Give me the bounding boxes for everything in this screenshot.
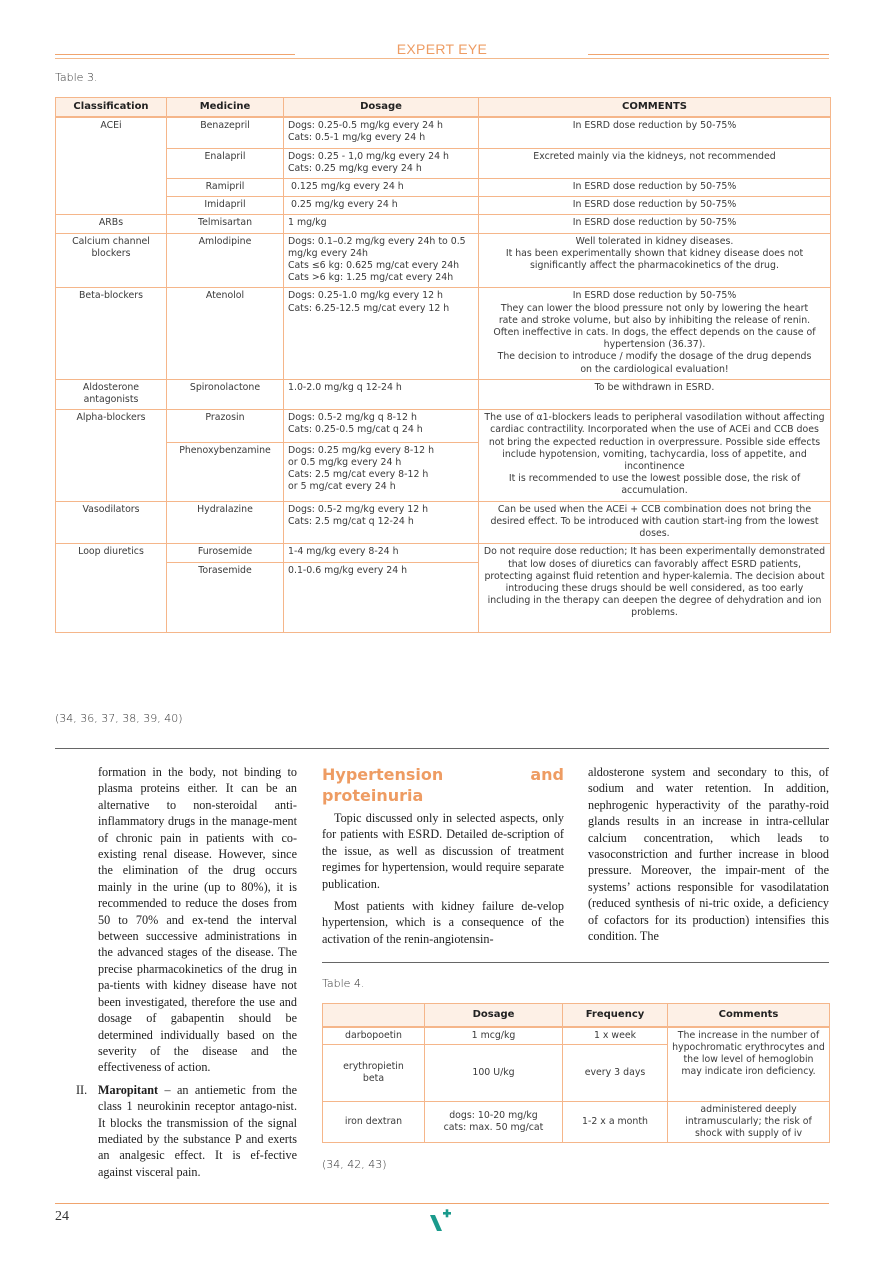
comment-line: It has been experimentally shown that kidney disease does not significantly affect the pharmacokinetics of the drug. bbox=[505, 247, 804, 272]
dosage-line: Cats: 0.25 mg/kg every 24 h bbox=[288, 162, 422, 174]
medicine-cell: Imidapril bbox=[167, 197, 284, 215]
comment-cell: In ESRD dose reduction by 50-75% bbox=[479, 179, 831, 197]
list-text: – an antiemetic from the class 1 neurokinin receptor antago-nist. It blocks the transmission of the signal mediated by the substance P and exerts an analgesic effect. It is ef-fective against visceral pain. bbox=[98, 1082, 297, 1179]
comment-line: Well tolerated in kidney diseases. bbox=[575, 235, 734, 247]
classification-cell: Aldosterone antagonists bbox=[56, 379, 167, 409]
comment-cell: Can be used when the ACEi + CCB combination does not bring the desired effect. To be introduced with caution start-ing from the lowest doses. bbox=[479, 501, 831, 544]
section-heading: Hypertension and proteinuria bbox=[322, 765, 564, 805]
section-title: EXPERT EYE bbox=[396, 41, 488, 57]
col-header-dosage: Dosage bbox=[284, 98, 479, 118]
dosage-line: dogs: 10-20 mg/kg bbox=[449, 1110, 538, 1121]
body-paragraph: Most patients with kidney failure de-velop hypertension, which is a consequence of the activation of the renin-angiotensin- bbox=[322, 899, 564, 946]
dosage-line: Cats >6 kg: 1.25 mg/cat every 24h bbox=[288, 272, 454, 284]
classification-cell: Alpha-blockers bbox=[56, 410, 167, 501]
table-row bbox=[56, 197, 831, 215]
col-header-comments: Comments bbox=[668, 1004, 830, 1028]
table3-caption: Table 3. bbox=[55, 71, 98, 84]
dosage-line: Dogs: 0.25-1.0 mg/kg every 12 h bbox=[288, 290, 443, 302]
medicine-cell: Torasemide bbox=[167, 562, 284, 632]
dosage-line: or 0.5 mg/kg every 24 h bbox=[288, 457, 402, 469]
dosage-cell bbox=[284, 179, 479, 197]
medicine-cell: Amlodipine bbox=[167, 233, 284, 288]
medicine-cell: Atenolol bbox=[167, 288, 284, 379]
table4-caption: Table 4. bbox=[322, 977, 365, 990]
dosage-cell: 0.1-0.6 mg/kg every 24 h bbox=[284, 562, 479, 632]
comment-line: It is recommended to use the lowest possible dose, the risk of accumulation. bbox=[508, 473, 801, 497]
comment-cell: In ESRD dose reduction by 50-75% bbox=[479, 215, 831, 233]
comment-cell: administered deeply intramuscularly; the risk of shock with supply of iv bbox=[668, 1102, 830, 1143]
list-number: II. bbox=[76, 1082, 88, 1097]
list-item-maropitant bbox=[76, 1082, 297, 1180]
col-header-classification: Classification bbox=[56, 98, 167, 118]
dosage-line: Dogs: 0.1–0.2 mg/kg every 24h to 0.5 mg/kg every 24h bbox=[288, 235, 466, 259]
comment-cell: In ESRD dose reduction by 50-75% bbox=[479, 197, 831, 215]
comment-cell: Excreted mainly via the kidneys, not recommended bbox=[479, 148, 831, 178]
section-divider bbox=[55, 748, 829, 749]
medicine-cell: Phenoxybenzamine bbox=[167, 442, 284, 501]
comment-cell: The increase in the number of hypochromatic erythrocytes and the low level of hemoglobin may indicate iron deficiency. bbox=[668, 1027, 830, 1102]
col-header-name bbox=[323, 1004, 425, 1028]
medicine-cell: Spironolactone bbox=[167, 379, 284, 409]
table-row bbox=[56, 148, 831, 178]
medicine-cell: Benazepril bbox=[167, 117, 284, 148]
table4 bbox=[322, 1003, 830, 1143]
body-paragraph: Topic discussed only in selected aspects, only for patients with ESRD. Detailed de-scription of the issue, as well as discussion of treatment regimes for hypertension, would require separate publication. bbox=[322, 811, 564, 891]
comment-cell: In ESRD dose reduction by 50-75% bbox=[479, 117, 831, 148]
col-header-comments: COMMENTS bbox=[479, 98, 831, 118]
frequency-cell: 1-2 x a month bbox=[563, 1102, 668, 1143]
dosage-cell: 1-4 mg/kg every 8-24 h bbox=[284, 544, 479, 562]
table3 bbox=[55, 97, 831, 633]
header-rule-right bbox=[588, 54, 829, 55]
dosage-cell bbox=[284, 410, 479, 443]
dosage-line: or 5 mg/cat every 24 h bbox=[288, 481, 396, 493]
dosage-cell: 100 U/kg bbox=[425, 1045, 563, 1102]
dosage-line: Dogs: 0.5-2 mg/kg q 8-12 h bbox=[288, 412, 417, 424]
frequency-cell: every 3 days bbox=[563, 1045, 668, 1102]
table-row bbox=[56, 501, 831, 544]
dosage-line: Dogs: 0.25 mg/kg every 8-12 h bbox=[288, 444, 435, 456]
drug-name-cell: iron dextran bbox=[323, 1102, 425, 1143]
classification-cell: Beta-blockers bbox=[56, 288, 167, 379]
classification-cell: ACEi bbox=[56, 117, 167, 215]
comment-cell bbox=[479, 233, 831, 288]
dosage-line: Dogs: 0.25 - 1,0 mg/kg every 24 h bbox=[288, 150, 449, 162]
col-header-dosage: Dosage bbox=[425, 1004, 563, 1028]
dosage-cell bbox=[425, 1102, 563, 1143]
medicine-cell: Enalapril bbox=[167, 148, 284, 178]
list-term: Maropitant bbox=[98, 1082, 159, 1097]
table-row bbox=[56, 288, 831, 379]
dosage-cell bbox=[284, 442, 479, 501]
dosage-line: Cats: 2.5 mg/cat every 8-12 h bbox=[288, 469, 429, 481]
dosage-cell bbox=[284, 233, 479, 288]
medicine-cell: Prazosin bbox=[167, 410, 284, 443]
table4-references: (34, 42, 43) bbox=[322, 1158, 387, 1171]
table-row bbox=[56, 233, 831, 288]
table-row bbox=[56, 379, 831, 409]
dosage-line: Dogs: 0.5-2 mg/kg every 12 h bbox=[288, 503, 429, 515]
comment-line: The use of α1-blockers leads to peripheral vasodilation without affecting cardiac contractility. Incorporated when the use of ACEi and CCB does not bring the expected reduction in overpressure. Possible side effects include hypotension, vomiting, tachycardia, loss of appetite, and incontinence bbox=[484, 412, 825, 473]
comment-line: They can lower the blood pressure not only by lowering the heart rate and stroke volume, but also by inhibiting the release of renin. Often ineffective in cats. In dogs, the effect depends on the cause of hypertension (36.37). bbox=[493, 302, 816, 351]
medicine-cell: Furosemide bbox=[167, 544, 284, 562]
table4-header-row bbox=[323, 1004, 830, 1028]
dosage-cell bbox=[284, 148, 479, 178]
dosage-line: Cats ≤6 kg: 0.625 mg/cat every 24h bbox=[288, 260, 460, 272]
table3-references: (34, 36, 37, 38, 39, 40) bbox=[55, 712, 183, 725]
comment-cell bbox=[479, 288, 831, 379]
drug-name-cell: darbopoetin bbox=[323, 1027, 425, 1045]
body-paragraph: formation in the body, not binding to plasma proteins either. It can be an alternative to non-steroidal anti-inflammatory drugs in the manage-ment of chronic pain in patients with co-existing renal disease. However, since the elimination of the drug occurs mainly in the urine (up to 80%), it is recommended to reduce the doses from 50 to 70% and ex-tend the interval between successive administrations in the advanced stages of the disease. The precise pharmacokinetics of the drug in pa-tients with kidney disease have not been investigated, therefore the use and dosage of gabapentin should be determined individually based on the severity of the disease and the effectiveness of action. bbox=[98, 765, 297, 1075]
classification-cell: Loop diuretics bbox=[56, 544, 167, 632]
table-row bbox=[56, 179, 831, 197]
col-header-frequency: Frequency bbox=[563, 1004, 668, 1028]
frequency-cell: 1 x week bbox=[563, 1027, 668, 1045]
classification-cell: Vasodilators bbox=[56, 501, 167, 544]
table-row bbox=[323, 1102, 830, 1143]
footer-rule bbox=[55, 1203, 829, 1204]
dosage-cell bbox=[284, 501, 479, 544]
dosage-line: Cats: 0.25-0.5 mg/cat q 24 h bbox=[288, 424, 423, 436]
middle-text-column bbox=[322, 764, 564, 947]
right-text-column bbox=[588, 764, 829, 944]
table-row bbox=[323, 1027, 830, 1045]
dosage-line: cats: max. 50 mg/cat bbox=[443, 1122, 544, 1133]
table-row bbox=[56, 410, 831, 443]
col-header-medicine: Medicine bbox=[167, 98, 284, 118]
header-rule-left bbox=[55, 54, 295, 55]
classification-cell: ARBs bbox=[56, 215, 167, 233]
dosage-cell bbox=[284, 117, 479, 148]
classification-cell: Calcium channel blockers bbox=[56, 233, 167, 288]
drug-name-cell: erythropietin beta bbox=[323, 1045, 425, 1102]
table4-divider bbox=[322, 962, 829, 963]
dosage-line: Dogs: 0.25-0.5 mg/kg every 24 h bbox=[288, 120, 443, 132]
dosage-cell bbox=[284, 288, 479, 379]
dosage-line: 0.125 mg/kg every 24 h bbox=[288, 181, 404, 193]
body-paragraph: aldosterone system and secondary to this, of sodium and water retention. In addition, nephrogenic hyperactivity of the parathy-roid glands results in an increase in intra-cellular calcium concentration, which leads to vasoconstriction and further increase in blood pressure. Moreover, the impair-ment of the systems’ actions responsible for vasodilatation (reduced synthesis of ni-tric oxide, a deficiency of cofactors for its production) intensifies this condition. The bbox=[588, 765, 829, 944]
table-row bbox=[56, 544, 831, 562]
v-plus-logo-icon bbox=[428, 1209, 454, 1233]
table3-header-row bbox=[56, 98, 831, 118]
comment-cell: Do not require dose reduction; It has been experimentally demonstrated that low doses of diuretics can favorably affect ESRD patients, protecting against fluid retention and hyper-kalemia. The decision about introducing these drugs should be well considered, as too early including in the therapy can deepen the degree of dehydration and ion problems. bbox=[479, 544, 831, 632]
comment-cell: To be withdrawn in ESRD. bbox=[479, 379, 831, 409]
dosage-line: Cats: 2.5 mg/cat q 12-24 h bbox=[288, 515, 414, 527]
left-text-column bbox=[76, 764, 297, 1180]
table-row bbox=[56, 215, 831, 233]
comment-line: In ESRD dose reduction by 50-75% bbox=[572, 290, 737, 302]
medicine-cell: Hydralazine bbox=[167, 501, 284, 544]
dosage-line: 0.25 mg/kg every 24 h bbox=[288, 199, 398, 211]
table-row bbox=[56, 117, 831, 148]
dosage-cell: 1 mcg/kg bbox=[425, 1027, 563, 1045]
comment-cell bbox=[479, 410, 831, 501]
medicine-cell: Telmisartan bbox=[167, 215, 284, 233]
page-number: 24 bbox=[55, 1209, 69, 1224]
medicine-cell: Ramipril bbox=[167, 179, 284, 197]
header-rule-thin bbox=[55, 58, 829, 59]
dosage-line: Cats: 6.25-12.5 mg/cat every 12 h bbox=[288, 302, 450, 314]
dosage-cell bbox=[284, 197, 479, 215]
dosage-cell: 1.0-2.0 mg/kg q 12-24 h bbox=[284, 379, 479, 409]
comment-line: The decision to introduce / modify the dosage of the drug depends on the cardiological evaluation! bbox=[497, 351, 812, 375]
dosage-line: Cats: 0.5-1 mg/kg every 24 h bbox=[288, 132, 426, 144]
dosage-cell: 1 mg/kg bbox=[284, 215, 479, 233]
